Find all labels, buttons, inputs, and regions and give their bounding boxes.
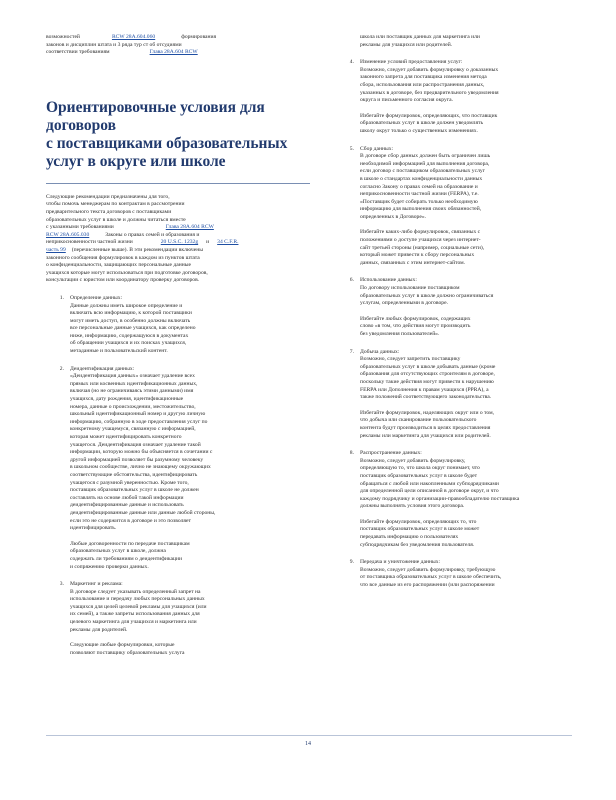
intro-line: с указанными требованиями [46, 224, 114, 231]
top-reference [46, 34, 310, 57]
item-text-line: определяющую то, что школа округ понимает, что [360, 465, 480, 472]
item-body [360, 559, 572, 589]
right-column [336, 34, 572, 590]
item-number: 2. [59, 365, 64, 372]
item-text-line: метаданные и пользовательский контент. [70, 348, 168, 355]
item-number: 6. [349, 277, 354, 284]
item-heading: Добыча данных: [360, 348, 400, 355]
item-body [70, 295, 310, 356]
item-note-line: рекламы или маркетинга для учащихся или родителей. [360, 432, 491, 439]
item-body [360, 450, 572, 549]
item-text-line: номера, данные о происхождении, местожительство, [70, 403, 196, 410]
paragraph-gap [360, 402, 572, 410]
item-text-line: деидентифицированные данные или данные любой стороны, [70, 509, 216, 516]
top-ref-text: возможностей [46, 34, 80, 40]
item-note-line: который может привести к сбору персональных [360, 252, 475, 259]
item-note-line: контента будут производиться в целях предоставления [360, 424, 491, 431]
item-text-line: Данные должны иметь широкое определение и [70, 302, 183, 309]
item-note-line: образовательных услуг в школе, должна [70, 548, 166, 555]
intro-line: учащихся которые могут использоваться при подготовке договоров, [46, 269, 208, 276]
item-note-line: и сопряжению проверки данных. [70, 563, 149, 570]
list-item [336, 450, 572, 549]
cfr-link[interactable]: 34 C.F.R. [217, 239, 239, 246]
item-note-line: школу округ только о существенных изменениях. [360, 127, 478, 134]
list-item [46, 366, 310, 571]
top-ref-text: соответствии требованиям [46, 49, 110, 56]
intro-line: предварительного текста договоров с поставщиками [46, 208, 172, 215]
item-text-line: определенных в Договоре». [360, 213, 427, 220]
item-body [360, 146, 572, 268]
item-text-line: если договор с поставщиком образовательных услуг [360, 168, 485, 175]
top-ref-text: законов и дисциплин штата и 3 ряда тур ст об отсудиями [46, 41, 182, 48]
item-text-line: учащегося. Деидентификация означает удаление такой [70, 441, 201, 448]
item-number: 1. [59, 294, 64, 301]
item-note-line: субподрядчикам без уведомления пользователя. [360, 541, 475, 548]
item-number: 3. [59, 581, 64, 588]
item-body [360, 59, 572, 135]
chapter-link[interactable]: Глава 28A.604 RCW [165, 224, 214, 231]
item-heading: Использование данных: [360, 277, 417, 284]
item-heading: Определение данных: [70, 294, 123, 301]
title-line: услуг в округе или школе [46, 152, 226, 170]
list-item [336, 349, 572, 441]
list-item [336, 146, 572, 268]
left-column [46, 34, 310, 657]
item-note-line: данных, связанных с этим интернет-сайтом. [360, 259, 466, 266]
item-text-line: их семей), а также запреты использования данных для [70, 611, 200, 618]
item-text-line: об обращении учащихся и их поисках учащихся, [70, 340, 187, 347]
item-text-line: в школе о стандартах конфиденциальности данных [360, 175, 483, 182]
item-text-line: учащихся для целей целевой рекламы для учащихся (или [70, 603, 207, 610]
item-note-line: содержать ли требованиям о деидентификации [70, 555, 183, 562]
item-heading: Изменение условий предоставления услуг: [360, 59, 463, 66]
rcw-link[interactable]: RCW 28A.605.030 [46, 231, 90, 238]
item-text-line: неприкосновенности частной жизни (FERPA), т.е. [360, 191, 479, 198]
usc-link[interactable]: 20 U.S.C. 1232g [160, 239, 199, 246]
item-heading: Распространение данных: [360, 450, 422, 457]
item-text-line: целевого маркетинга для учащихся и маркетинга или [70, 619, 197, 626]
item-number: 5. [349, 145, 354, 152]
continued-line: школа или поставщик данных для маркетинга или [360, 34, 480, 40]
item-number: 8. [349, 450, 354, 457]
item-text-line: деидентифицированные данные и использовать [70, 502, 184, 509]
left-items-list [46, 295, 310, 658]
item-text-line: которая может идентифицировать конкретного [70, 434, 182, 440]
paragraph-gap [70, 533, 310, 541]
item-note-line: Избегайте каких-либо формулировок, связанных с [360, 229, 481, 236]
item-text-line: Возможно, следует добавить формулировку, требующую [360, 566, 496, 573]
item-number: 4. [349, 59, 354, 66]
rcw-link[interactable]: RCW 28A.604.060 [111, 34, 156, 40]
item-text-line: составлять на основе любой такой информации [70, 494, 184, 501]
item-heading: Деидентификация данных: [70, 365, 135, 372]
item-text-line: В договоре сбор данных должен быть ограничен лишь [360, 153, 491, 160]
item-text-line: образовательных услуг в школе добывать данные (кроме [360, 363, 496, 370]
list-item [46, 295, 310, 356]
item-text-line: В договоре следует указывать определенный запрет на [70, 588, 201, 595]
item-text-line: Возможно, следует запретить поставщику [360, 356, 461, 363]
chapter-link[interactable]: Глава 28A.604 RCW [149, 49, 198, 56]
right-items-list [336, 59, 572, 589]
item-number: 9. [349, 559, 354, 566]
item-text-line: учащихся, дату рождения, идентификационные [70, 396, 184, 403]
item-body [70, 581, 310, 657]
item-text-line: «Поставщик будет собирать только необходимую [360, 198, 478, 205]
item-heading: Маркетинг и реклама: [70, 581, 123, 588]
item-text-line: также положений соответствующего законодательства. [360, 394, 492, 401]
list-item [336, 59, 572, 135]
item-text-line: «Деидентификация данных» означает удаление всех [70, 373, 195, 380]
paragraph-gap [360, 511, 572, 519]
item-text-line: ниже, информацию, содержащуюся в документах [70, 332, 189, 339]
intro-line: законного сообщения формулировок в каждом из пунктов штата [46, 254, 200, 261]
item-text-line: школьный идентификационный номер и другую личную [70, 411, 206, 418]
item-text-line: от поставщика образовательных услуг в школе обеспечить, [360, 574, 502, 581]
footer-divider [46, 735, 572, 736]
item-body [360, 277, 572, 338]
item-note-line: Следующие любые формулировки, которые [70, 642, 175, 649]
item-note-line: Избегайте формулировок, определяющих то, что [360, 518, 477, 525]
continued-text [360, 34, 572, 49]
item-note-line: положениями о доступе учащихся через интернет- [360, 237, 481, 244]
item-note-line: передавать информацию о пользователях [360, 534, 459, 541]
item-note-line: слово «в том, что действия могут производить [360, 323, 471, 330]
item-text-line: информации, которую можно бы объясняется в сочетании с [70, 449, 213, 456]
item-text-line: другой информацией позволяет бы разумному человеку [70, 456, 204, 463]
item-text-line: образовательных услуг в школе должно ограничиваться [360, 292, 494, 299]
page-number: 14 [305, 741, 311, 747]
continued-line: рекламы для учащихся или родителей. [360, 41, 453, 48]
item-text-line: согласно Закону о правах семей на образование и [360, 183, 478, 190]
item-text-line: включать всю информацию, к которой поставщики [70, 310, 192, 317]
item-note-line: образовательных услуг в школе должен уведомлять [360, 120, 484, 127]
item-note-line: Любые договоренности по передаче поставщикам [70, 540, 190, 547]
item-text-line: сбора, использования или распространения данных, [360, 81, 485, 88]
intro-line: (перечисленные выше). В эти рекомендации включены [71, 246, 203, 253]
item-note-line: Избегайте формулировок, определяющих, что поставщик [360, 112, 498, 119]
item-heading: Сбор данных: [360, 145, 394, 152]
item-text-line: что все данные из его распоряжении (или распоряжении [360, 582, 495, 589]
item-text-line: поставщик образовательных услуг в школе будет [360, 472, 478, 479]
paragraph-gap [360, 105, 572, 113]
item-text-line: рекламы для родителей. [70, 626, 128, 633]
title-line: с поставщиками образовательных [46, 134, 288, 152]
item-text-line: включая (но не ограничиваясь этими данными) имя [70, 388, 194, 395]
item-text-line: конкретному учащемуся, связанную с информацией, [70, 426, 196, 433]
intro-line: чтобы помочь менеджерам по контрактам в рассмотрении [46, 201, 185, 208]
item-text-line: если это не содержится в договоре и это позволяет [70, 517, 191, 524]
title-line: Ориентировочные условия для договоров [46, 98, 265, 134]
item-text-line: обращаться с любой или накопленными субподрядчиками [360, 480, 499, 487]
title-divider [46, 183, 310, 184]
item-text-line: информацию, собранную в ходе предоставления услуг по [70, 418, 208, 425]
list-item [336, 559, 572, 589]
item-text-line: поскольку такие действия могут привести к нарушению [360, 378, 494, 385]
item-note-line: Избегайте формулировок, наделяющих округ или о том, [360, 409, 495, 416]
document-title [46, 99, 310, 171]
paragraph-gap [360, 308, 572, 316]
intro-line: Законы о правах семей и образования и [105, 231, 200, 238]
item-text-line: все персональные данные учащихся, как определено [70, 325, 196, 332]
item-text-line: каждому подрядчику и организации-правообладателю поставщика [360, 495, 520, 502]
item-text-line: необходимой информацией для выполнения договора, [360, 160, 490, 167]
item-text-line: должны выполнять условия этого договора. [360, 503, 465, 510]
intro-line: образовательных услуг в школе и должны читаться вместе [46, 216, 186, 223]
item-text-line: прямых или косвенных идентификационных данных, [70, 380, 198, 387]
item-text-line: идентифицировать. [70, 525, 117, 532]
item-text-line: указанных в договоре, без предварительного уведомления [360, 89, 499, 96]
item-text-line: соответствующие обстоятельства, идентифицировать [70, 471, 198, 478]
item-note-line: позволяют поставщику образовательных услуга [70, 649, 185, 656]
item-text-line: использование и передачу любых персональных данных [70, 596, 205, 603]
intro-paragraph [46, 194, 310, 285]
item-text-line: поставщик образовательных услуг в школе не должен [70, 487, 199, 494]
item-note-line: без уведомления пользователей». [360, 331, 440, 337]
item-number: 7. [349, 348, 354, 355]
item-text-line: информацию для выполнения своих обязанностей, [360, 206, 482, 213]
item-heading: Передача и уничтожение данных: [360, 559, 441, 566]
item-body [360, 349, 572, 441]
cfr-part-link[interactable]: часть 99 [46, 246, 66, 253]
item-text-line: для определенной цели описанной в договоре округ, и что [360, 488, 499, 495]
item-note-line: что добыча или сканирование пользовательского [360, 417, 477, 424]
item-text-line: Возможно, следует добавить формулировку о доказанных [360, 66, 499, 73]
intro-line: о конфиденциальности, защищающих персональные данные [46, 262, 191, 269]
item-note-line: поставщик образовательных услуг в школе может [360, 526, 480, 533]
list-item [336, 277, 572, 338]
item-text-line: Возможно, следует добавить формулировку, [360, 457, 466, 464]
item-text-line: учащегося с разумной уверенностью. Кроме того, [70, 479, 189, 486]
intro-line: консультации с юристом или координатору проверку договоров. [46, 277, 200, 284]
item-text-line: По договору использование поставщиком [360, 285, 460, 292]
item-body [70, 366, 310, 571]
intro-line: Следующие рекомендации предназначены для того, [46, 193, 170, 200]
item-text-line: законного запрета для поставщика изменения метода [360, 74, 487, 81]
item-text-line: образования для отсутствующих строителям в договоре, [360, 371, 495, 378]
item-text-line: FERPA или Дополнения к правам учащихся (PPRA), а [360, 386, 489, 393]
item-text-line: округа и письменного согласия округа. [360, 97, 454, 104]
item-note-line: сайт третьей стороны (например, социальные сети), [360, 244, 485, 251]
item-text-line: могут иметь доступ, в особенно должны включать [70, 317, 191, 324]
item-note-line: Избегайте любых формулировок, содержащих [360, 315, 471, 322]
intro-line: неприкосновенности частной жизни [46, 239, 133, 246]
intro-line: и [206, 239, 210, 246]
item-text-line: в школьном сообществе, лично не знающему окружающих [70, 464, 211, 471]
item-text-line: услугам, определенными в договоре. [360, 300, 448, 307]
list-item [46, 581, 310, 657]
top-ref-text: формирования [181, 34, 217, 40]
